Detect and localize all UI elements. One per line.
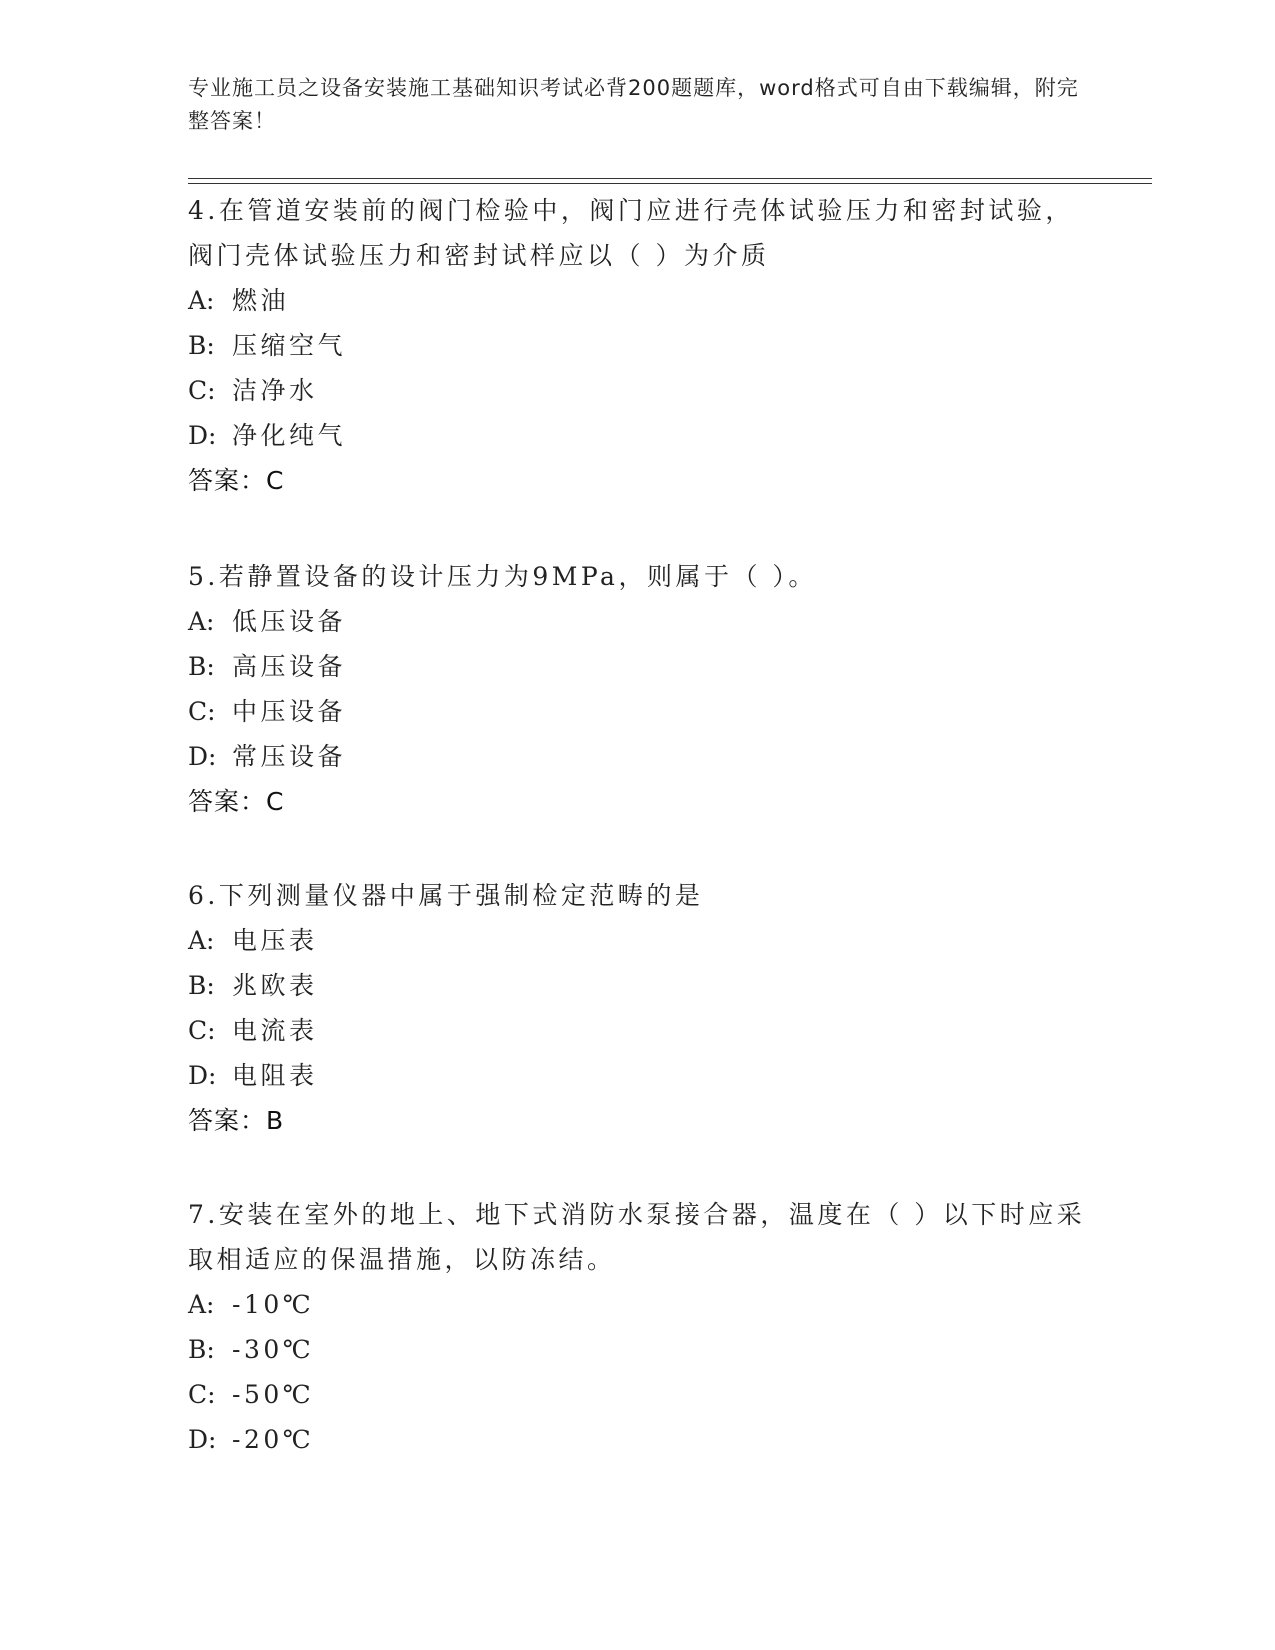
option-b [188, 1327, 1088, 1372]
option-text: 中压设备 [232, 697, 347, 726]
option-letter: B: [188, 652, 215, 681]
option-c [188, 368, 1088, 413]
option-text: 燃油 [232, 286, 290, 315]
question-text: 4.在管道安装前的阀门检验中，阀门应进行壳体试验压力和密封试验，阀门壳体试验压力和密封试样应以（ ）为介质 [188, 196, 1074, 270]
option-text: -10℃ [232, 1290, 315, 1319]
header-divider-top [188, 178, 1152, 179]
option-letter: D: [188, 1425, 217, 1454]
option-letter: A: [188, 286, 215, 315]
option-text: 电阻表 [232, 1061, 318, 1090]
option-a [188, 599, 1088, 644]
option-b [188, 963, 1088, 1008]
option-d [188, 1053, 1088, 1098]
header-divider-bottom [188, 183, 1152, 184]
question-text: 7.安装在室外的地上、地下式消防水泵接合器，温度在（ ）以下时应采取相适应的保温措施，以防冻结。 [188, 1200, 1086, 1274]
option-a [188, 1282, 1088, 1327]
answer-text: 答案：C [188, 787, 285, 816]
option-letter: D: [188, 742, 217, 771]
question-5 [188, 554, 1088, 825]
option-c [188, 689, 1088, 734]
option-letter: C: [188, 697, 216, 726]
option-a [188, 278, 1088, 323]
option-letter: D: [188, 1061, 217, 1090]
option-letter: C: [188, 1380, 216, 1409]
option-letter: C: [188, 376, 216, 405]
question-text: 6.下列测量仪器中属于强制检定范畴的是 [188, 881, 704, 910]
option-letter: B: [188, 971, 215, 1000]
option-letter: B: [188, 1335, 215, 1364]
option-letter: B: [188, 331, 215, 360]
document-header: 专业施工员之设备安装施工基础知识考试必背200题题库，word格式可自由下载编辑，附完整答案！ [188, 76, 1079, 133]
option-text: 电压表 [232, 926, 318, 955]
option-letter: D: [188, 421, 217, 450]
option-d [188, 1417, 1088, 1462]
answer-text: 答案：B [188, 1106, 285, 1135]
option-text: 电流表 [232, 1016, 318, 1045]
option-letter: A: [188, 607, 215, 636]
option-letter: C: [188, 1016, 216, 1045]
option-text: 洁净水 [232, 376, 318, 405]
option-text: 兆欧表 [232, 971, 318, 1000]
option-text: 净化纯气 [232, 421, 347, 450]
option-c [188, 1372, 1088, 1417]
option-text: -30℃ [232, 1335, 315, 1364]
question-6 [188, 873, 1088, 1144]
option-d [188, 734, 1088, 779]
option-text: 压缩空气 [232, 331, 347, 360]
option-a [188, 918, 1088, 963]
option-b [188, 644, 1088, 689]
option-text: 高压设备 [232, 652, 347, 681]
option-text: -20℃ [232, 1425, 315, 1454]
question-text: 5.若静置设备的设计压力为9MPa，则属于（ ）。 [188, 562, 817, 591]
answer-text: 答案：C [188, 466, 285, 495]
question-4 [188, 188, 1088, 504]
option-text: 低压设备 [232, 607, 347, 636]
question-7 [188, 1192, 1088, 1462]
option-b [188, 323, 1088, 368]
option-text: 常压设备 [232, 742, 347, 771]
option-text: -50℃ [232, 1380, 315, 1409]
option-c [188, 1008, 1088, 1053]
option-letter: A: [188, 926, 215, 955]
option-letter: A: [188, 1290, 215, 1319]
option-d [188, 413, 1088, 458]
